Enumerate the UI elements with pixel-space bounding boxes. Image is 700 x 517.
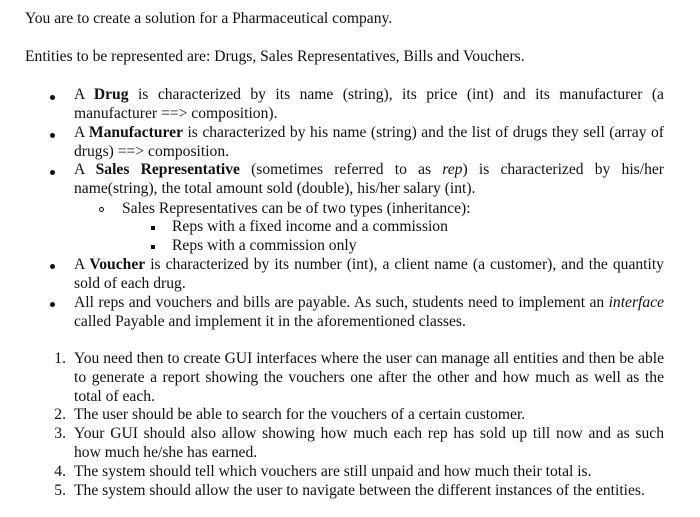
numbered-item-gui: You need then to create GUI interfaces where the user can manage all entities and then be able to generate a report showing the vouchers one after the other and how much as well as the total of each. [74,350,664,405]
sub-sub-bullet-square [151,226,155,230]
bullet-lead: A [74,256,90,273]
bullet-text: ) is characterized by his/her name(string), the total amount sold (double), his/her salary (int). [74,161,664,197]
bullet-sales-rep [74,160,664,198]
bullet-dot [50,170,55,175]
intro-line: You are to create a solution for a Pharmaceutical company. [25,10,393,27]
numbered-item-unpaid: The system should tell which vouchers are still unpaid and how much their total is. [74,463,592,480]
list-number: 2. [54,406,66,423]
bullet-dot [50,264,55,269]
bullet-dot [50,133,55,138]
bullet-lead: A [74,86,94,103]
list-number: 5. [54,482,66,499]
numbered-item-navigate: The system should allow the user to navigate between the different instances of the entities. [74,482,645,499]
bullet-text: is characterized by his name (string) and the list of drugs they sell (array of drugs) ==> composition. [74,124,664,160]
sub-sub-bullet-fixed-income: Reps with a fixed income and a commission [172,218,448,235]
bullet-manufacturer [74,123,664,161]
bullet-dot [50,302,55,307]
bullet-text: called Payable and implement it in the aforementioned classes. [74,313,466,330]
bullet-text: All reps and vouchers and bills are payable. As such, students need to implement an [74,294,609,311]
sub-bullet-inheritance: Sales Representatives can be of two types (inheritance): [122,200,471,217]
list-number: 4. [54,463,66,480]
numbered-item-rep-report: Your GUI should also allow showing how much each rep has sold up till now and as such how much he/she has earned. [74,425,664,461]
sub-sub-bullet-commission-only: Reps with a commission only [172,237,357,254]
bullet-text: (sometimes referred to as [239,161,443,178]
sub-bullet-circle [99,207,104,212]
bullet-text: is characterized by its number (int), a client name (a customer), and the quantity sold of each drug. [74,256,664,292]
sub-sub-bullet-square [151,245,155,249]
bullet-lead: A [74,161,96,178]
bullet-italic: interface [608,294,664,311]
bullet-lead: A [74,124,89,141]
bullet-term: Voucher [89,256,146,273]
entities-line: Entities to be represented are: Drugs, Sales Representatives, Bills and Vouchers. [25,48,525,65]
list-number: 1. [54,350,66,367]
bullet-payable [74,293,664,331]
bullet-text: is characterized by its name (string), its price (int) and its manufacturer (a manufacturer ==> composition). [74,86,664,122]
bullet-italic: rep [442,161,463,178]
bullet-term: Manufacturer [88,124,183,141]
list-number: 3. [54,425,66,442]
bullet-drug [74,85,664,123]
bullet-voucher [74,255,664,293]
bullet-term: Drug [93,86,129,103]
bullet-term: Sales Representative [95,161,240,178]
numbered-item-search: The user should be able to search for the vouchers of a certain customer. [74,406,526,423]
bullet-dot [50,95,55,100]
